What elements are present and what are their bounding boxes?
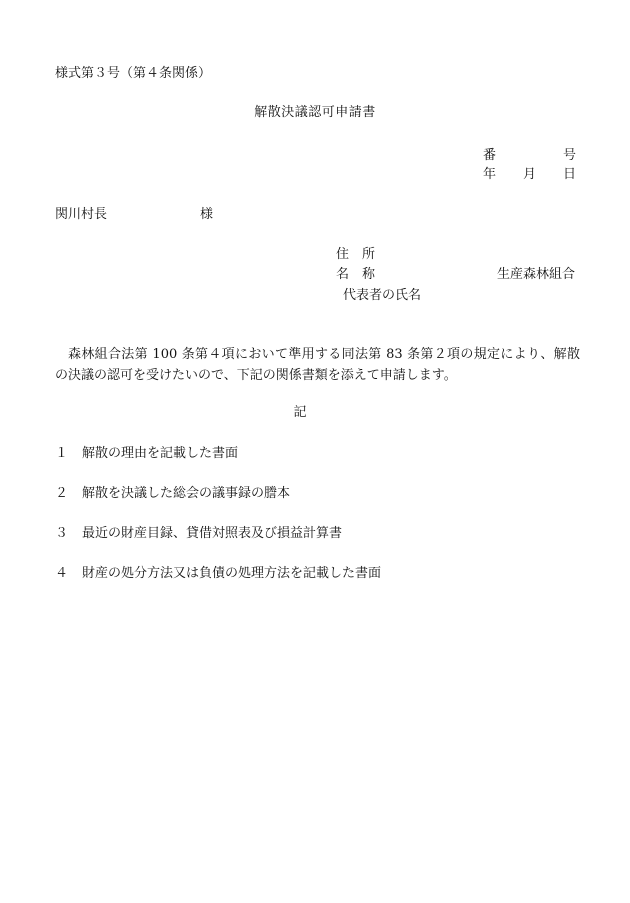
address-label: 住 所 <box>336 247 376 262</box>
item-text: 最近の財産目録、貸借対照表及び損益計算書 <box>82 526 343 541</box>
item-number: ４ <box>55 566 69 581</box>
item-text: 解散の理由を記載した書面 <box>82 446 239 461</box>
item-text: 財産の処分方法又は負債の処理方法を記載した書面 <box>82 566 382 581</box>
year-label: 年 <box>483 167 497 182</box>
representative-label: 代表者の氏名 <box>343 288 422 303</box>
month-label: 月 <box>523 167 537 182</box>
item-number: １ <box>55 446 69 461</box>
body-paragraph: 森林組合法第 100 条第４項において準用する同法第 83 条第２項の規定により、解散の決議の認可を受けたいので、下記の関係書類を添えて申請します。 <box>55 347 580 383</box>
document-title: 解散決議認可申請書 <box>254 105 376 120</box>
form-number: 様式第３号（第４条関係） <box>55 66 212 81</box>
number-suffix: 号 <box>563 148 577 163</box>
list-item <box>55 444 238 464</box>
number-label: 番 <box>483 148 497 163</box>
union-suffix: 生産森林組合 <box>497 267 576 282</box>
list-item <box>55 484 290 504</box>
item-number: ３ <box>55 526 69 541</box>
addressee: 関川村長 <box>55 207 108 222</box>
list-item <box>55 524 342 544</box>
honorific: 様 <box>200 207 214 222</box>
ki-heading: 記 <box>293 405 307 420</box>
day-label: 日 <box>563 167 577 182</box>
item-text: 解散を決議した総会の議事録の謄本 <box>82 486 291 501</box>
list-item <box>55 564 381 584</box>
name-label: 名 称 <box>336 267 376 282</box>
item-number: ２ <box>55 486 69 501</box>
